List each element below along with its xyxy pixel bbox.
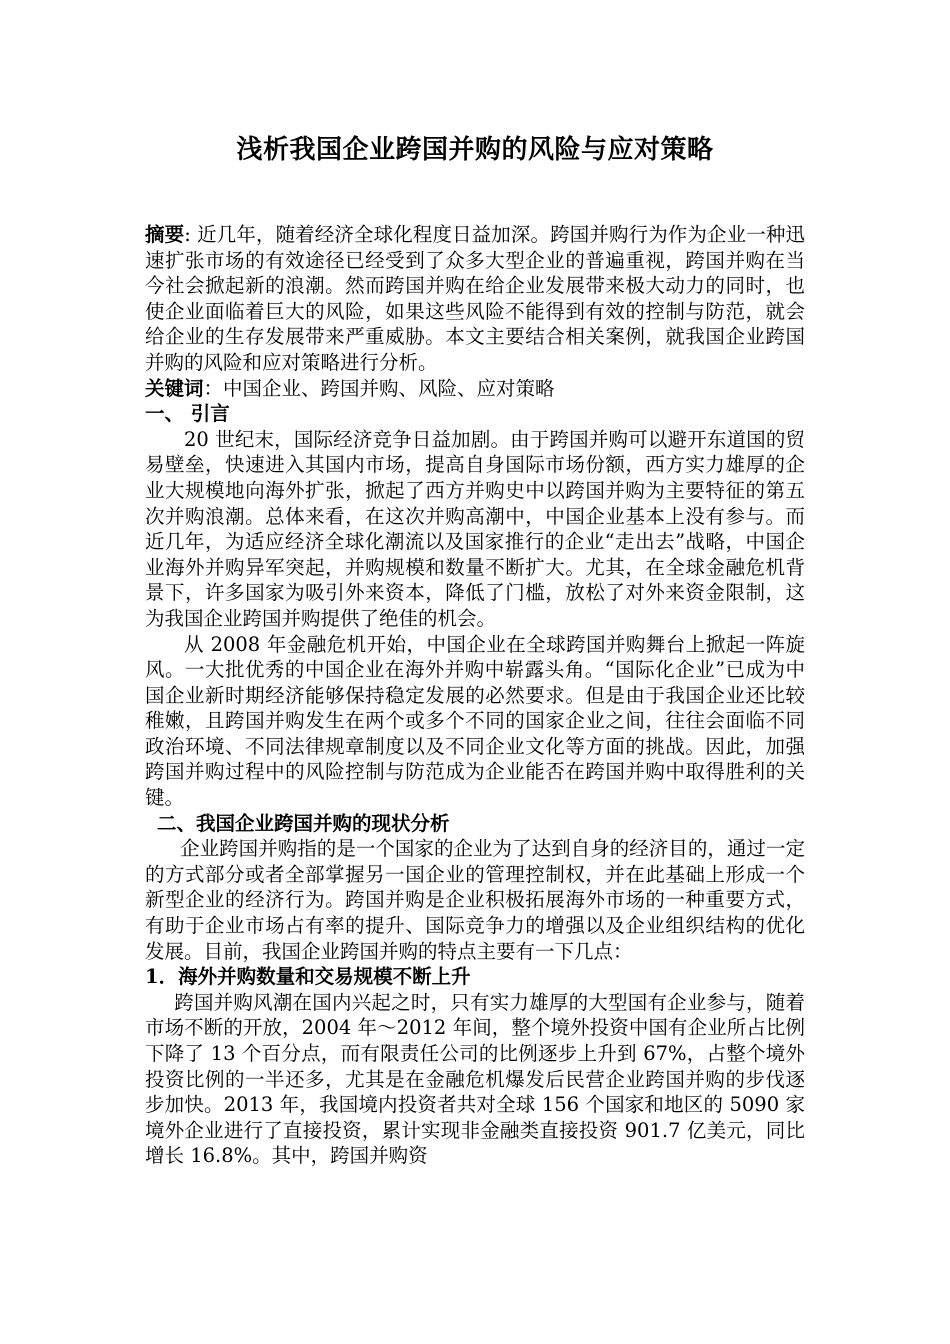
subsection-heading-volume-growth: 1．海外并购数量和交易规模不断上升	[145, 965, 471, 989]
introduction-paragraph-1: 20 世纪末，国际经济竞争日益加剧。由于跨国并购可以避开东道国的贸易壁垒，快速进入其国内市场，提高自身国际市场份额，西方实力雄厚的企业大规模地向海外扩张，掀起了西方并购史中以跨国并购为主要特征的第五次并购浪潮。总体来看，在这次并购高潮中，中国企业基本上没有参与。而近几年，为适应经济全球化潮流以及国家推行的企业“走出去”战略，中国企业海外并购异军突起，并购规模和数量不断扩大。尤其，在全球金融危机背景下，许多国家为吸引外来资本，降低了门槛，放松了对外来资金限制，这为我国企业跨国并购提供了绝佳的机会。	[145, 427, 805, 630]
abstract-paragraph	[145, 222, 805, 376]
section-heading-introduction: 一、 引言	[145, 402, 230, 426]
section-heading-status-analysis: 二、我国企业跨国并购的现状分析	[157, 811, 450, 835]
keywords-line	[145, 376, 805, 402]
status-analysis-paragraph-1: 企业跨国并购指的是一个国家的企业为了达到自身的经济目的，通过一定的方式部分或者全部掌握另一国企业的管理控制权，并在此基础上形成一个新型企业的经济行为。跨国并购是企业积极拓展海外市场的一种重要方式，有助于企业市场占有率的提升、国际竞争力的增强以及企业组织结构的优化发展。目前，我国企业跨国并购的特点主要有一下几点：	[145, 837, 805, 963]
abstract-label: 摘要	[145, 223, 185, 246]
document-title: 浅析我国企业跨国并购的风险与应对策略	[236, 135, 714, 165]
volume-growth-paragraph-1: 跨国并购风潮在国内兴起之时，只有实力雄厚的大型国有企业参与，随着市场不断的开放，2004 年～2012 年间，整个境外投资中国有企业所占比例下降了 13 个百分点，而有限责任公司的比例逐步上升到 67%，占整个境外投资比例的一半还多，尤其是在金融危机爆发后民营企业跨国并购的步伐逐步加快。2013 年，我国境内投资者共对全球 156 个国家和地区的 5090 家境外企业进行了直接投资，累计实现非金融类直接投资 901.7 亿美元，同比增长 16.8%。其中，跨国并购资	[145, 990, 805, 1168]
introduction-paragraph-2: 从 2008 年金融危机开始，中国企业在全球跨国并购舞台上掀起一阵旋风。一大批优秀的中国企业在海外并购中崭露头角。“国际化企业”已成为中国企业新时期经济能够保持稳定发展的必然要求。但是由于我国企业还比较稚嫩，且跨国并购发生在两个或多个不同的国家企业之间，往往会面临不同政治环境、不同法律规章制度以及不同企业文化等方面的挑战。因此，加强跨国并购过程中的风险控制与防范成为企业能否在跨国并购中取得胜利的关键。	[145, 632, 805, 810]
abstract-text: : 近几年，随着经济全球化程度日益加深。跨国并购行为作为企业一种迅速扩张市场的有效途径已经受到了众多大型企业的普遍重视，跨国并购在当今社会掀起新的浪潮。然而跨国并购在给企业发展带来极大动力的同时，也使企业面临着巨大的风险，如果这些风险不能得到有效的控制与防范，就会给企业的生存发展带来严重威胁。本文主要结合相关案例，就我国企业跨国并购的风险和应对策略进行分析。	[145, 223, 805, 374]
keywords-label: 关键词	[145, 376, 204, 400]
keywords-text: ：中国企业、跨国并购、风险、应对策略	[203, 376, 555, 400]
document-body	[145, 128, 805, 1169]
